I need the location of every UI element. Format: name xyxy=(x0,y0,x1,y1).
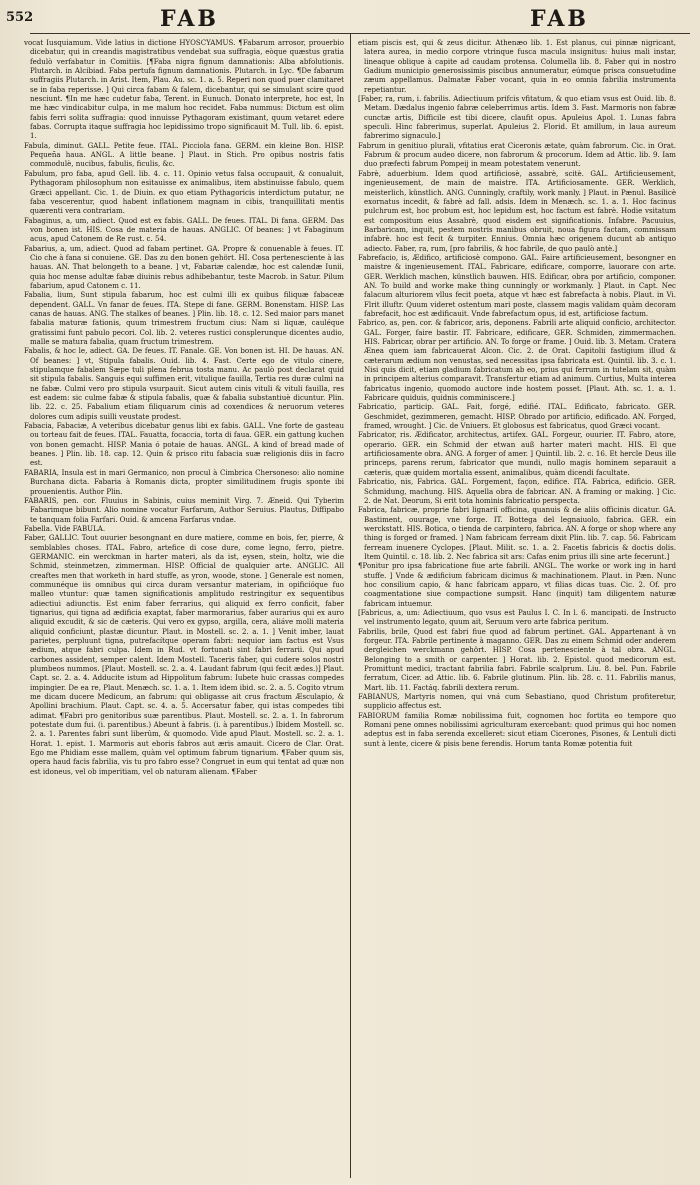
running-head-right: FAB xyxy=(530,6,589,32)
dictionary-entry: Fabarius, a, um, adiect. Quod ad fabam pertinet. GA. Propre & conuenable à feues. IT. Cio che à fana si conuiene. GE. Das zu den bonen gehört. HI. Cosa pertenesciente à las hauas. AN. That belongeth to a beane. ] vt, Fabariæ calendæ, hoc est calendæ Iunii, quia hoc mense adultæ fabæ diuinis rebus adhibebantur, teste Macrob. in Satur. Pilum fabarium, apud Catonem c. 11. xyxy=(24,243,344,290)
dictionary-entry: etiam piscis est, qui & zeus dicitur. Athenæo lib. 1. Est planus, cui pinnæ nigricant, latera aurea, in medio corpore vtrinque fusca macula insignitus: huius mali instar, lineaque oblique à capite ad caudam protensa. Columella lib. 8. Faber qui in nostro Gadium municipio generosissimis piscibus annumeratur, eúmque prisca consuetudine zæum appellamus. Dalmatæ Faber vocant, quia in eo omnia fabrilia instrumenta repetiantur. xyxy=(358,38,676,94)
dictionary-entry: Faber, GALLIC. Tout ouurier besongnant en dure matiere, comme en bois, fer, pierre, & semblables choses. ITAL. Fabro, artefice di cose dure, come legno, ferro, pietre. GERMANIC. ein werckman in harter materi, als da ist, eysen, stein, holtz, wie die Schmid, steinmetzen, zimmerman. HISP. Official de qualquier arte. ANGLIC. All creaftes men that worketh in hard stuffe, as yron, woode, stone. ] Generale est nomen, communéque iis omnibus qui circa duram versantur materiam, in opificióque fuo malleo vtuntur: quæ tamen significationis amplitudo restringitur ex sequentibus adiectiui adiunctis. Est enim faber ferrarius, qui aliquid ex ferro conficit, faber tignarius, qui tigna ad ædificia exaptat, faber marmorarius, faber aurarius qui ex auro aliquid excudit, & sic de cæteris. Qui vero ex gypso, argilla, cera, aliáve molli materia aliquid conficiunt, plastæ dicuntur. Plaut. in Mostell. sc. 2. a. 1. ] Venit imber, lauat parietes, perpluunt tigna, putrefacítque operam fabri: nequior iam factus est Vsus ædium, atque fabri culpa. Idem in Rud. vt fortunati sint fabri ferrarii. Qui apud carbones assident, semper calent. Idem Mostell. Taceris faber, qui cudere solos nostri plumbeos nummos. [Plaut. Mostell. sc. 2. a. 4. Laudant fabrum (qui fecit ædes.)] Plaut. Capt. sc. 2. a. 4. Adducite istum ad Hippolitum fabrum: Iubete huic crassas compedes impingier. De ea re, Plaut. Menæch. sc. 1. a. 1. Item idem ibid. sc. 2. a. 5. Cogito vtrum me dicam ducere Medicum, an fabrum: qui obligasse ait crus fractum Æsculapio, & Apollini brachium. Plaut. Capt. sc. 4. a. 5. Accersatur faber, qui istas compedes tibi adimat. ¶Fabri pro genitoribus suæ parentibus. Plaut. Mostell. sc. 2. a. 1. In fabrorum potestate dum fui. (i. parentibus.) Abeunt à fabris. (i. à parentibus.) Ibidem Mostell. sc. 2. a. 1. Parentes fabri sunt liberûm, & quomodo. Vide apud Plaut. Mostell. sc. 2. a. 1. Horat. 1. epist. 1. Marmoris aut eboris fabros aut æris amauit. Cicero de Clar. Orat. Ego me Phidiam esse mallem, quàm vel optimum fabrum tignarium. ¶Faber quum sis, opera haud facis fabrilia, vis tu pro fabro esse? Congruet in eum qui tentat ad quæ non est idoneus, vel ob imperitiam, vel ob naturam alienam. ¶Faber xyxy=(24,533,344,776)
dictionary-entry: Fabaginus, a, um, adiect. Quod est ex fabis. GALL. De feues. ITAL. Di fana. GERM. Das von bonen ist. HIS. Cosa de materia de hauas. ANGLIC. Of beanes: ] vt Fabaginum acus, apud Catonem de Re rust. c. 54. xyxy=(24,215,344,244)
dictionary-entry: FABIANUS, Martyris nomen, qui vná cum Sebastiano, quod Christum profiteretur, supplicio affectus est. xyxy=(358,692,676,711)
dictionary-entry: ¶Ponitur pro ipsa fabricatione fiue arte fabrili. ANGL. The worke or work ing in hard stuffe. ] Vnde & ædificium fabricam dicimus & machinationem. Plaut. in Pæn. Nunc hoc consilium capio, & hanc fabricam apparo, vt filias dicas tuas. Cic. 2. Of. pro coagmentatione siue compactione sumpsit. Hanc (inquit) tam diligentem naturæ fabricam intuemur. xyxy=(358,561,676,608)
page-header xyxy=(0,6,700,32)
dictionary-entry: FABARIA, Insula est in mari Germanico, non procul à Cimbrica Chersoneso: alio nomine Burchana dicta. Fabaria à Romanis dicta, propter similitudinem frugis sponte ibi prouenientis. Author Plin. xyxy=(24,467,344,496)
dictionary-entry: [Faber, ra, rum, i. fabrilis. Adiectiuum prifcis vfitatum, & quo etiam vsus est Ouid. lib. 8. Metam. Dædalus ingenio fabræ celeberrimus artis. Idem 3. Fast. Marmoris non fabræ cunctæ artis, Difficile est tibi dicere, claufit opus. Apuleius Apol. 1. Lunas fabra speculi. Hinc fabrerimus, superlat. Apuleius 2. Florid. Et amillum, in laua aureum fabrerimo signaculo.] xyxy=(358,94,676,141)
dictionary-entry: Fabrè, aduerbium. Idem quod artificiosè, assabrè, scitè. GAL. Artificieusement, ingenieusement, de main de maistre. ITA. Artificiosamente. GER. Werklich, meisterlich, künstlich. ANG. Cunningly, craftily, work manly. ] Plaut. in Pænul. Basilicè exornatus incedit, & fabrè ad fall. adsis. Idem in Menæch. sc. 1. a. 1. Hoc facinus pulchrum est, hoc probum est, hoc lepidum est, hoc factum est fabrè. Hodie vsitatum est compositum eius Assabrè, quod eisdem est significationis. Infabre. Pacuuius, Barbaricam, inquit, pestem nostris manibus obruit, noua figura factam, commissam infabrè. hoc est fecit & turpiter. Ennius. Omnia hæc origenem ducunt ab antiquo adiecto. Faber, ra, rum, [pro fabrilis, & hoc fabrile, de quo paulò antè.] xyxy=(358,168,676,253)
dictionary-entry: Fabrico, as, pen. cor. & fabricor, aris, deponens. Fabrili arte aliquid conficio, architector. GAL. Forger, faire bastir. IT. Fabricare, edificare, GER. Schmiden, zimmermachen. HIS. Fabricar, obrar per artificio. AN. To forge or frame. ] Ouid. lib. 3. Metam. Cratera Ænea quem iam fabricauerat Alcon. Cic. 2. de Orat. Capitolii fastigium illud & cæterarum ædium non venustas, sed necessitas ipsa fabricata est. Quintil. lib. 3. c. 1. Nisi quis dicit, etiam gladium fabricatum ab eo, prius qui ferrum in tutelam sit, quàm in principem alterius comparavit. Transfertur etiam ad animum. Curtius, Multa interea fabricatus ingenio, quomodo auctore inde hostem posset. [Plaut. Ath. sc. 1. a. 1. Fabricare quiduis, quidnis comminiscere.] xyxy=(358,318,676,403)
dictionary-entry: Fabella. Vide FABULA. xyxy=(24,523,106,533)
dictionary-entry: Fabrilis, brile, Quod est fabri fiue quod ad fabrum pertinet. GAL. Appartenant à vn forgeur. ITA. Fabrile pertinente à maganno. GER. Das zu einem Schmid oder anderem dergleichen werckmann gehört. HISP. Cosa pertenesciente à tal obra. ANGL. Belonging to a smith or carpenter. ] Horat. lib. 2. Epistol. quod medicorum est. Promittunt medici, tractant fabrilia fabri. Fabrile scalprum. Liu. 8. bel. Pun. Fabrile ferratum, Cicer. ad Attic. lib. 6. Fabrile glutinum. Plin. lib. 28. c. 11. Fabrilis manus, Mart. lib. 11. Factáq. fabrili dextera rerum. xyxy=(358,626,676,692)
dictionary-entry: Fabrum in genitiuo plurali, vfitatius erat Ciceronis ætate, quàm fabrorum. Cic. in Orat. Fabrum & procum audeo dicere, non fabrorum & procorum. Idem ad Attic. lib. 9. Iam duo præfecti fabrum Pompeij in meam potestatem venerunt. xyxy=(358,140,676,169)
dictionary-entry: [Fabricus, a, um: Adiectiuum, quo vsus est Paulus I. C. In l. 6. mancipati. de Instructo vel instrumento legato, quum ait, Seruum vero arte fabrica peritum. xyxy=(358,607,676,627)
dictionary-entry: Fabricatio, particip. GAL. Fait, forgé, edifié. ITAL. Edificato, fabricato. GER. Geschmidet, gezimmeren, gemacht. HISP. Obrado por artificio, edificado. AN. Forged, framed, wrought. ] Cic. de Vniuers. Et globosus est fabricatus, quod Græci vocant. xyxy=(358,402,676,431)
dictionary-entry: Fabrefacio, is, Ædifico, artificiosè compono. GAL. Faire artificieusement, besongner en maistre & ingenieusement. ITAL. Fabricare, edificare, comporre, lauorare con arte. GER. Werklich machen, künstlich bauwen. HIS. Edificar, obra por artificio, componer. AN. To build and worke make thing cunningly or workmanly. ] Plaut. in Capt. Nec falacum alturiorem vllus fecit poeta, atque vt hæc est fabrefacta à nobis. Plaut. in Vi. Flrit illuftr. Quum videret ostentum mari poste, classem magis validam quàm decoram fabrefacit, hoc est ædificauit. Vnde fabrefactum opus, id est, artificiose factum. xyxy=(358,252,676,318)
dictionary-entry: FABARIS, pen. cor. Fluuius in Sabinis, cuius meminit Virg. 7. Æneid. Qui Tyberim Fabarimque bibunt. Alio nomine vocatur Farfarum, Author Seruius. Plautus, Diffipabo te tanquam folia Farfari. Ouid. & amcena Farfarus vndae. xyxy=(24,495,344,524)
page-number: 552 xyxy=(6,10,34,25)
dictionary-entry: Fabalis, & hoc le, adiect. GA. De feues. IT. Fanale. GE. Von bonen ist. HI. De hauas. AN. Of beanes: ] vt, Stipula fabalis. Ouid. lib. 4. Fast. Certe ego de vitulo cinere, stipulamque fabalem Sæpe tuli plena februa tosta manu. Ac paulò post declarat quid sit stipula fabalis. Sanguis equi suffimen erit, vitulique fauilla, Tertia res duræ culmi na ne fabæ. Culmi vero pro stipula vsurpauit. Sicut autem cinis vituli & vituli fauilla, res est eadem: sic culme fabæ & stipula fabalis, quæ & fabalia substantiuè dicuntur. Plin. lib. 22. c. 25. Fabalium etiam filiquarum cinis ad coxendices & neruorum veteres dolores cum adipis suilli veustate prodest. xyxy=(24,346,344,421)
dictionary-entry: Fabulum, pro faba, apud Gell. lib. 4. c. 11. Opinio vetus falsa occupauit, & conualuit, Pythagoram philosophum non esitauisse ex animalibus, item abstinuisse fabulo, quem Græci appellant. Cic. 1. de Diuin. ex quo etiam Pythagoricis interdictum putatur, ne faba vescerentur, quod habent inflationem magnam in cibis, tranquillitati mentis quærenti vera contrariam. xyxy=(24,168,344,216)
dictionary-entry: Fabrica, fabricæ, proprie fabri lignarii officina, quanuis & de aliis officinis dicatur. GA. Bastiment, ouurage, vne forge. IT. Bottega del legnaiuolo, fabrica. GER. ein werckstatt. HIS. Botica, o tienda de carpintero, fabrica. AN. A forge or shop where any thing is forged or framed. ] Nam fabricam ferream dixit Plin. lib. 7. cap. 56. Fabricam ferream inuenere Cyclopes. [Plaut. Milit. sc. 1. a. 2. Facetis fabricis & doctis dolis. Item Quintil. c. 18. lib. 2. Nec fabrica sit ars: Cafas enim prius illi sine arte fecerunt.] xyxy=(358,505,676,561)
dictionary-entry: Fabricatio, nis, Fabrica. GAL. Forgement, façon, edifice. ITA. Fabrica, edificio. GER. Schmidung, machung. HIS. Aquella obra de fabricar. AN. A framing or making. ] Cic. 2. de Nat. Deorum, Si erit tota hominis fabricatio perspecta. xyxy=(358,477,676,505)
header-rule xyxy=(30,33,690,34)
dictionary-entry: vocat Iusquiamum. Vide latius in dictione HYOSCYAMUS. ¶Fabarum arrosor, prouerbio dicebatur, qui in creandis magistratibus vendebat sua suffragia, eòque quæstus gratia fedulò verfabatur in Comitiis. [¶Faba nigra fignum damnationis: Alba abfolutionis. Plutarch. in Alcibiad. Faba pertufa fignum damnationis. Plutarch. in Lyc. ¶De fabarum suffragiis Plutarch. in Arist. Item, Plau. Au. sc. 1. a. 5. Reperi non quod puer clamitaret se in faba reperisse. ] Qui circa fabam & falem, dicebantur, qui se simulant scire quod nesciunt. ¶In me hæc cudetur faba, Terent. in Eunuch. Donato interprete, hoc est, In me hæc vindicabitur culpa, in me malum hoc recidet. Faba nummus: Dictum est olim fabis ferri solita suffragia: quod innuisse Pythagoram existimant, quum vetaret edere fabas. Corrupta itaque suffragia hoc lepidissimo tropo significauit M. Tull. lib. 6. epist. 1. xyxy=(24,38,344,141)
right-column xyxy=(358,38,676,1180)
dictionary-entry: Fabalia, lium, Sunt stipula fabarum, hoc est culmi illi ex quibus filiquæ fabaceæ dependent. GALL. Vn fanar de feues. ITA. Stepe di fane. GERM. Bonenstam. HISP. Las canas de hauas. ANG. The stalkes of beanes. ] Plin. lib. 18. c. 12. Sed maior pars manet fabalia maturæ fationis, quum trimestrem fructum cius: Nam si liquæ, cauléque gratissimi funt pabulo pecori. Col. lib. 2. veteres rustici consplerunque dicentes audio, malle se matura fabalia, quam fructum trimestrem. xyxy=(24,290,344,346)
dictionary-entry: Fabacia, Fabaciæ, A veteribus dicebatur genus libi ex fabis. GALL. Vne forte de gasteau ou torteau fait de feues. ITAL. Fauatta, focaccia, torta di faua. GER. ein gattung kuchen von bonen gemacht. HISP. Mania ó potaie de hauas. ANGL. A kind of bread made of beanes. ] Plin. lib. 18. cap. 12. Quin & prisco ritu fabacia suæ religionis diis in facro est. xyxy=(24,421,344,468)
dictionary-entry: Fabula, diminut. GALL. Petite feue. ITAL. Picciola fana. GERM. ein kleine Bon. HISP. Pequeña haua. ANGL. A little beane. ] Plaut. in Stich. Pro opibus nostris fatis commodulè, nucibus, fabulis, ficulis, &c. xyxy=(24,140,344,169)
dictionary-entry: Fabricator, ris. Ædificator, architectus, artifex. GAL. Forgeur, ouurier. IT. Fabro, atore, operario. GER. ein Schmid der etwan auß harter materi macht. HIS. El que artificiosamente obra. ANG. A forger of amer. ] Quintil. lib. 2. c. 16. Et hercle Deus ille princeps, parens rerum, fabricator que mundi, nullo magis hominem separauit a cæteris, quæ quidem mortalia essent, animalibus, quàm dicendi facultate. xyxy=(358,430,676,477)
dictionary-entry: FABIORUM familia Romæ nobilissima fuit, cognomen hoc fortita eo tempore quo Romani pene omnes nobilissimi agriculturam exercebant: quod primus qui hoc nomen adeptus est in faba serenda excelleret: sicut etiam Cicerones, Pisones, & Lentuli dicti sunt à lente, cicere & pisis bene ferendis. Horum tanta Romæ potentia fuit xyxy=(358,710,676,748)
left-column xyxy=(24,38,344,1180)
column-divider xyxy=(350,33,351,1178)
running-head-left: FAB xyxy=(160,6,219,32)
